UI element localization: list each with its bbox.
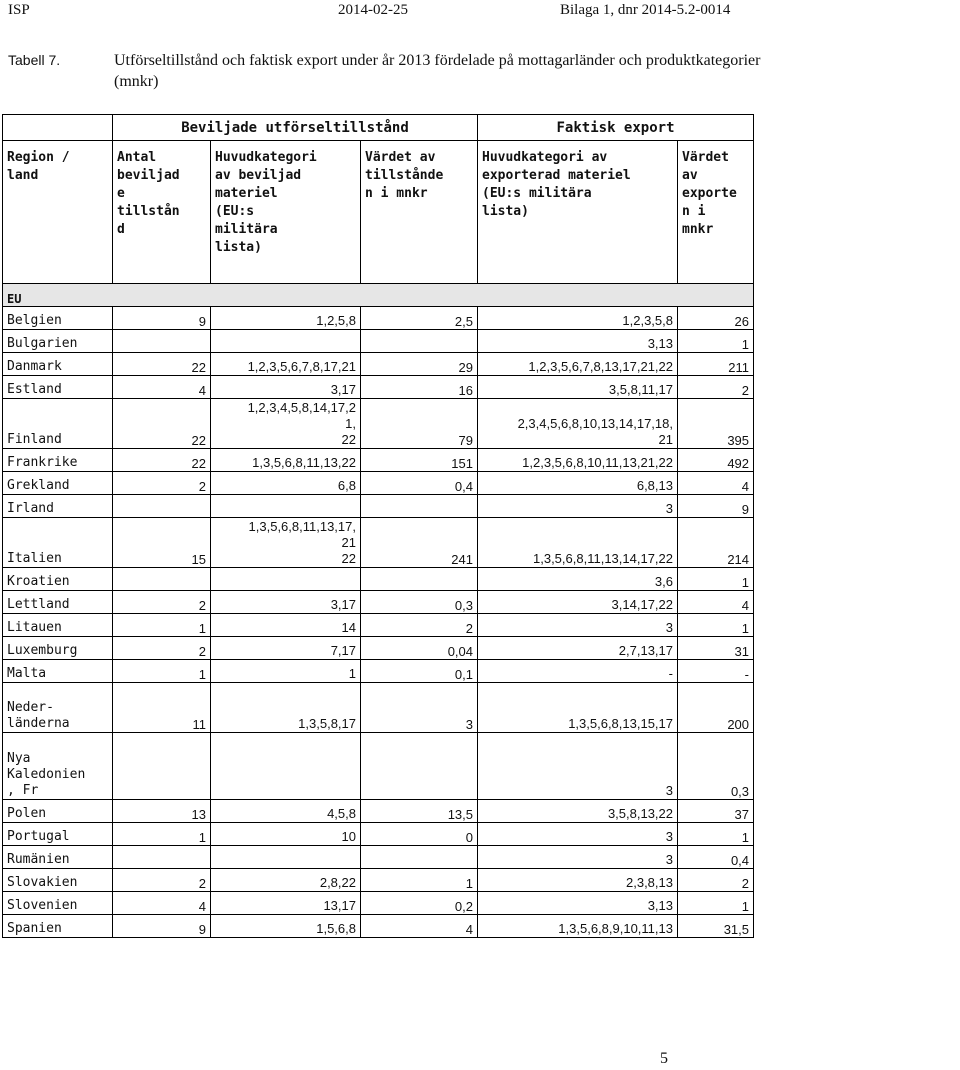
export-value-cell: 1 [678, 614, 754, 637]
country-cell: Italien [3, 518, 113, 568]
count-cell [113, 733, 211, 800]
export-category-cell: 3 [478, 614, 678, 637]
category-cell: 10 [211, 823, 361, 846]
country-cell: Polen [3, 800, 113, 823]
count-cell: 22 [113, 353, 211, 376]
value-cell: 151 [361, 449, 478, 472]
country-cell: Neder- länderna [3, 683, 113, 733]
table-label: Tabell 7. [8, 52, 61, 68]
count-cell [113, 495, 211, 518]
export-value-cell: 37 [678, 800, 754, 823]
col-header-country: Region / land [3, 141, 113, 284]
header-reference: Bilaga 1, dnr 2014-5.2-0014 [560, 2, 731, 18]
category-cell: 1,3,5,8,17 [211, 683, 361, 733]
value-cell [361, 495, 478, 518]
export-value-cell: 1 [678, 568, 754, 591]
country-cell: Slovenien [3, 892, 113, 915]
count-cell: 1 [113, 660, 211, 683]
category-cell: 1,5,6,8 [211, 915, 361, 938]
count-cell: 1 [113, 823, 211, 846]
count-cell: 13 [113, 800, 211, 823]
value-cell: 241 [361, 518, 478, 568]
country-cell: Belgien [3, 307, 113, 330]
table-row [3, 449, 754, 472]
table-row [3, 518, 754, 568]
export-category-cell: 3 [478, 823, 678, 846]
table-row [3, 823, 754, 846]
category-cell: 1,2,5,8 [211, 307, 361, 330]
export-value-cell: 211 [678, 353, 754, 376]
col-header-count: Antal beviljad e tillstån d [113, 141, 211, 284]
count-cell: 11 [113, 683, 211, 733]
value-cell: 0,3 [361, 591, 478, 614]
count-cell: 22 [113, 399, 211, 449]
export-category-cell: 3,6 [478, 568, 678, 591]
country-cell: Kroatien [3, 568, 113, 591]
export-value-cell: - [678, 660, 754, 683]
count-cell [113, 330, 211, 353]
category-cell: 6,8 [211, 472, 361, 495]
value-cell: 0,2 [361, 892, 478, 915]
table-row [3, 614, 754, 637]
category-cell: 4,5,8 [211, 800, 361, 823]
country-cell: Danmark [3, 353, 113, 376]
category-cell: 1,2,3,5,6,7,8,17,21 [211, 353, 361, 376]
export-value-cell: 2 [678, 869, 754, 892]
country-cell: Finland [3, 399, 113, 449]
count-cell: 9 [113, 915, 211, 938]
export-category-cell: 3,5,8,13,22 [478, 800, 678, 823]
value-cell [361, 733, 478, 800]
export-value-cell: 1 [678, 892, 754, 915]
country-cell: Litauen [3, 614, 113, 637]
country-cell: Spanien [3, 915, 113, 938]
column-header-row [3, 141, 754, 284]
export-category-cell: 1,2,3,5,6,8,10,11,13,21,22 [478, 449, 678, 472]
col-header-value: Värdet av tillstånde n i mnkr [361, 141, 478, 284]
table-row [3, 353, 754, 376]
export-category-cell: - [478, 660, 678, 683]
export-category-cell: 1,2,3,5,8 [478, 307, 678, 330]
count-cell: 2 [113, 637, 211, 660]
count-cell: 2 [113, 591, 211, 614]
export-category-cell: 3,13 [478, 892, 678, 915]
category-cell: 1,3,5,6,8,11,13,22 [211, 449, 361, 472]
export-category-cell: 6,8,13 [478, 472, 678, 495]
table-row [3, 915, 754, 938]
group-header-granted: Beviljade utförseltillstånd [113, 115, 478, 141]
table-row [3, 591, 754, 614]
table-row [3, 399, 754, 449]
count-cell: 2 [113, 869, 211, 892]
count-cell: 1 [113, 614, 211, 637]
value-cell: 0,4 [361, 472, 478, 495]
region-label: EU [3, 284, 754, 307]
export-value-cell: 1 [678, 823, 754, 846]
table-row [3, 683, 754, 733]
table-row [3, 472, 754, 495]
table-row [3, 846, 754, 869]
export-category-cell: 3 [478, 846, 678, 869]
export-value-cell: 0,4 [678, 846, 754, 869]
value-cell: 2 [361, 614, 478, 637]
table-row [3, 800, 754, 823]
export-category-cell: 2,3,4,5,6,8,10,13,14,17,18, 21 [478, 399, 678, 449]
table-row [3, 495, 754, 518]
export-value-cell: 4 [678, 472, 754, 495]
category-cell [211, 733, 361, 800]
table-row [3, 869, 754, 892]
region-row [3, 284, 754, 307]
value-cell: 2,5 [361, 307, 478, 330]
value-cell: 4 [361, 915, 478, 938]
export-value-cell: 0,3 [678, 733, 754, 800]
export-value-cell: 4 [678, 591, 754, 614]
export-category-cell: 3,13 [478, 330, 678, 353]
export-table [2, 114, 754, 938]
header-date: 2014-02-25 [338, 2, 408, 18]
export-value-cell: 200 [678, 683, 754, 733]
value-cell: 13,5 [361, 800, 478, 823]
table-row [3, 376, 754, 399]
country-cell: Portugal [3, 823, 113, 846]
table-row [3, 660, 754, 683]
country-cell: Lettland [3, 591, 113, 614]
category-cell [211, 330, 361, 353]
country-cell: Estland [3, 376, 113, 399]
export-value-cell: 2 [678, 376, 754, 399]
export-category-cell: 3,5,8,11,17 [478, 376, 678, 399]
col-header-export-category: Huvudkategori av exporterad materiel (EU:s militära lista) [478, 141, 678, 284]
category-cell: 14 [211, 614, 361, 637]
export-category-cell: 1,3,5,6,8,13,15,17 [478, 683, 678, 733]
category-cell [211, 495, 361, 518]
count-cell [113, 846, 211, 869]
country-cell: Malta [3, 660, 113, 683]
group-header-row [3, 115, 754, 141]
export-value-cell: 492 [678, 449, 754, 472]
value-cell: 79 [361, 399, 478, 449]
export-category-cell: 3 [478, 495, 678, 518]
country-cell: Bulgarien [3, 330, 113, 353]
value-cell [361, 330, 478, 353]
country-cell: Slovakien [3, 869, 113, 892]
col-header-export-value: Värdet av exporte n i mnkr [678, 141, 754, 284]
export-value-cell: 214 [678, 518, 754, 568]
header-left: ISP [8, 2, 30, 18]
export-category-cell: 2,3,8,13 [478, 869, 678, 892]
page-number: 5 [660, 1050, 668, 1067]
export-value-cell: 31 [678, 637, 754, 660]
category-cell: 1 [211, 660, 361, 683]
export-value-cell: 1 [678, 330, 754, 353]
count-cell: 22 [113, 449, 211, 472]
count-cell: 15 [113, 518, 211, 568]
country-cell: Irland [3, 495, 113, 518]
table-row [3, 568, 754, 591]
table-row [3, 307, 754, 330]
country-cell: Luxemburg [3, 637, 113, 660]
value-cell: 1 [361, 869, 478, 892]
category-cell [211, 568, 361, 591]
count-cell: 4 [113, 892, 211, 915]
table-row [3, 330, 754, 353]
value-cell: 16 [361, 376, 478, 399]
value-cell: 0,04 [361, 637, 478, 660]
group-header-actual: Faktisk export [478, 115, 754, 141]
table-row [3, 637, 754, 660]
category-cell: 7,17 [211, 637, 361, 660]
category-cell: 3,17 [211, 376, 361, 399]
count-cell: 2 [113, 472, 211, 495]
value-cell [361, 568, 478, 591]
table-row [3, 733, 754, 800]
export-category-cell: 3 [478, 733, 678, 800]
value-cell: 0 [361, 823, 478, 846]
export-value-cell: 26 [678, 307, 754, 330]
table-title: Utförseltillstånd och faktisk export under år 2013 fördelade på mottagarländer och produktkategorier (mnkr) [114, 52, 761, 90]
category-cell: 1,3,5,6,8,11,13,17, 21 22 [211, 518, 361, 568]
category-cell: 1,2,3,4,5,8,14,17,2 1, 22 [211, 399, 361, 449]
count-cell [113, 568, 211, 591]
value-cell [361, 846, 478, 869]
country-cell: Nya Kaledonien , Fr [3, 733, 113, 800]
category-cell [211, 846, 361, 869]
export-value-cell: 9 [678, 495, 754, 518]
export-category-cell: 2,7,13,17 [478, 637, 678, 660]
export-value-cell: 31,5 [678, 915, 754, 938]
value-cell: 0,1 [361, 660, 478, 683]
value-cell: 29 [361, 353, 478, 376]
count-cell: 9 [113, 307, 211, 330]
category-cell: 13,17 [211, 892, 361, 915]
country-cell: Frankrike [3, 449, 113, 472]
export-category-cell: 3,14,17,22 [478, 591, 678, 614]
category-cell: 2,8,22 [211, 869, 361, 892]
category-cell: 3,17 [211, 591, 361, 614]
country-cell: Grekland [3, 472, 113, 495]
export-value-cell: 395 [678, 399, 754, 449]
value-cell: 3 [361, 683, 478, 733]
country-cell: Rumänien [3, 846, 113, 869]
export-category-cell: 1,3,5,6,8,9,10,11,13 [478, 915, 678, 938]
export-category-cell: 1,3,5,6,8,11,13,14,17,22 [478, 518, 678, 568]
group-header-blank [3, 115, 113, 141]
export-category-cell: 1,2,3,5,6,7,8,13,17,21,22 [478, 353, 678, 376]
table-row [3, 892, 754, 915]
count-cell: 4 [113, 376, 211, 399]
col-header-category: Huvudkategori av beviljad materiel (EU:s militära lista) [211, 141, 361, 284]
